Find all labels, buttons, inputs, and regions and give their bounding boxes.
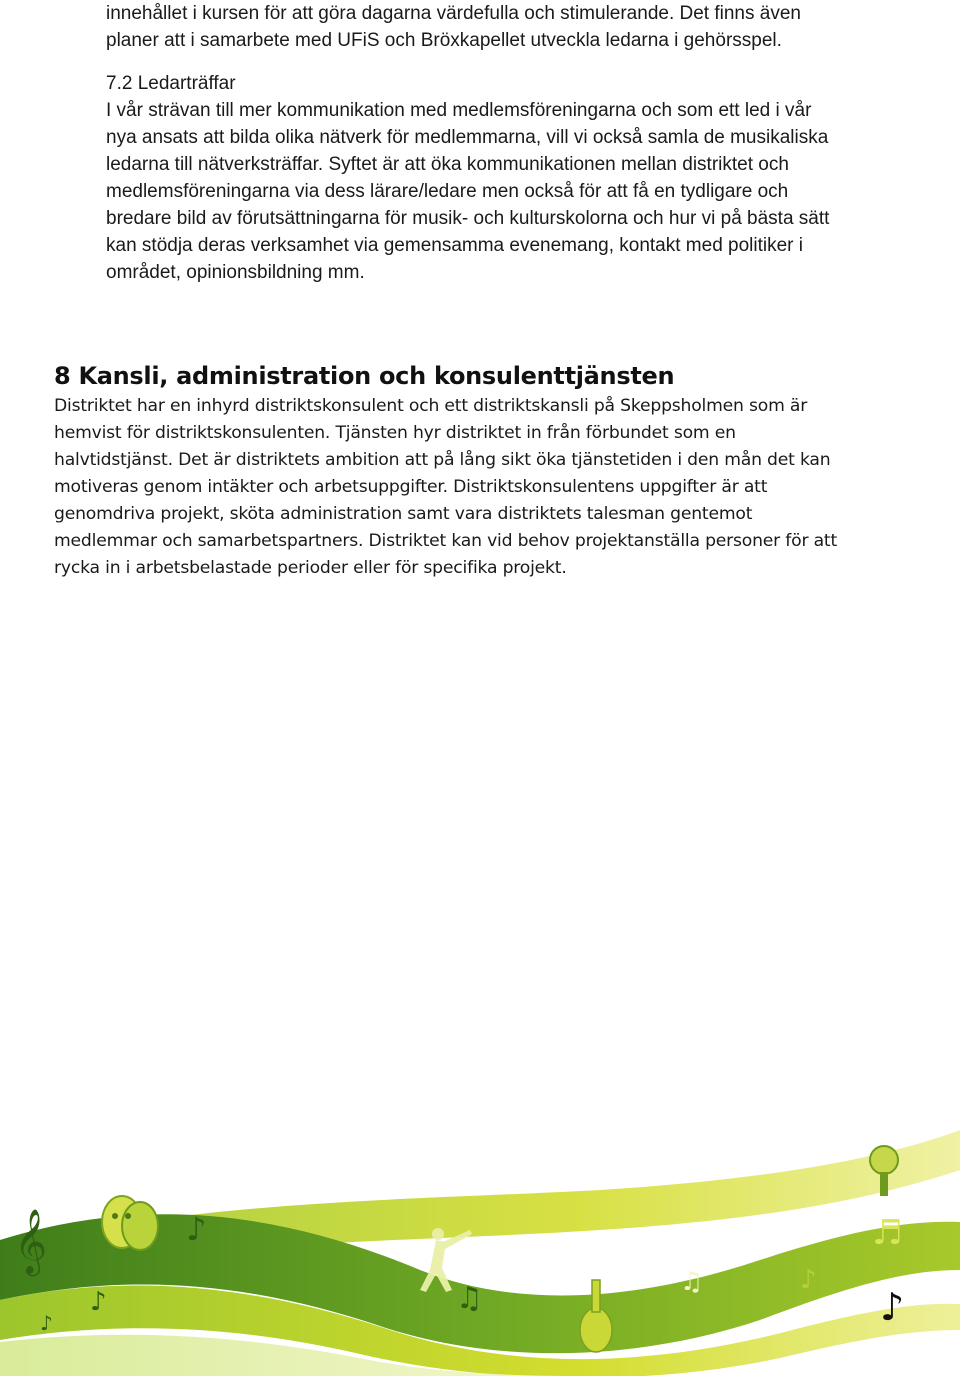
theater-masks-icon — [102, 1196, 158, 1250]
violin-icon — [580, 1280, 612, 1352]
text-line: planer att i samarbete med UFiS och Bröxkapellet utveckla ledarna i gehörsspel. — [106, 30, 782, 51]
beamed-notes-icon: ♫ — [456, 1281, 483, 1316]
section-8-heading: 8 Kansli, administration och konsulenttjänsten — [54, 362, 675, 390]
text-line: bredare bild av förutsättningarna för musik- och kulturskolorna och hur vi på bästa sätt — [106, 208, 830, 229]
section-7-2-title: 7.2 Ledarträffar — [106, 73, 236, 94]
text-line: nya ansats att bilda olika nätverk för medlemmarna, vill vi också samla de musikaliska — [106, 127, 829, 148]
section-7-2-paragraph — [106, 97, 896, 286]
sixteenth-note-icon: ♪ — [800, 1265, 817, 1295]
text-line: motiveras genom intäkter och arbetsuppgifter. Distriktskonsulentens uppgifter är att — [54, 477, 768, 497]
eighth-note-icon: ♪ — [90, 1287, 107, 1317]
music-swirl-banner — [0, 1130, 960, 1376]
text-line: genomdriva projekt, sköta administration samt vara distriktets talesman gentemot — [54, 504, 753, 524]
text-line: medlemsföreningarna via dess lärare/ledare men också för att få en tydligare och — [106, 181, 789, 202]
text-line: kan stödja deras verksamhet via gemensamma evenemang, kontakt med politiker i — [106, 235, 804, 256]
text-line: rycka in i arbetsbelastade perioder eller för specifika projekt. — [54, 558, 567, 578]
intro-paragraph — [106, 0, 906, 54]
text-line: halvtidstjänst. Det är distriktets ambition att på lång sikt öka tjänstetiden i den mån det kan — [54, 450, 831, 470]
sixteenth-note-icon: ♪ — [880, 1285, 905, 1329]
text-line: medlemmar och samarbetspartners. Distriktet kan vid behov projektanställa personer för att — [54, 531, 837, 551]
text-line: hemvist för distriktskonsulenten. Tjänsten hyr distriktet in från förbundet som en — [54, 423, 736, 443]
eighth-note-icon: ♪ — [186, 1210, 207, 1248]
text-line: området, opinionsbildning mm. — [106, 262, 365, 283]
beamed-notes-icon: ♫ — [680, 1267, 704, 1297]
text-line: innehållet i kursen för att göra dagarna värdefulla och stimulerande. Det finns även — [106, 3, 801, 24]
text-line: I vår strävan till mer kommunikation med medlemsföreningarna och som ett led i vår — [106, 100, 812, 121]
section-8-paragraph — [54, 393, 904, 582]
treble-clef-icon: 𝄞 — [14, 1209, 48, 1274]
sixteenth-note-icon: ♪ — [40, 1311, 53, 1335]
text-line: ledarna till nätverksträffar. Syftet är att öka kommunikationen mellan distriktet och — [106, 154, 789, 175]
sixteenth-note-icon: ♬ — [872, 1213, 903, 1253]
text-line: Distriktet har en inhyrd distriktskonsulent och ett distriktskansli på Skeppsholmen som är — [54, 396, 808, 416]
